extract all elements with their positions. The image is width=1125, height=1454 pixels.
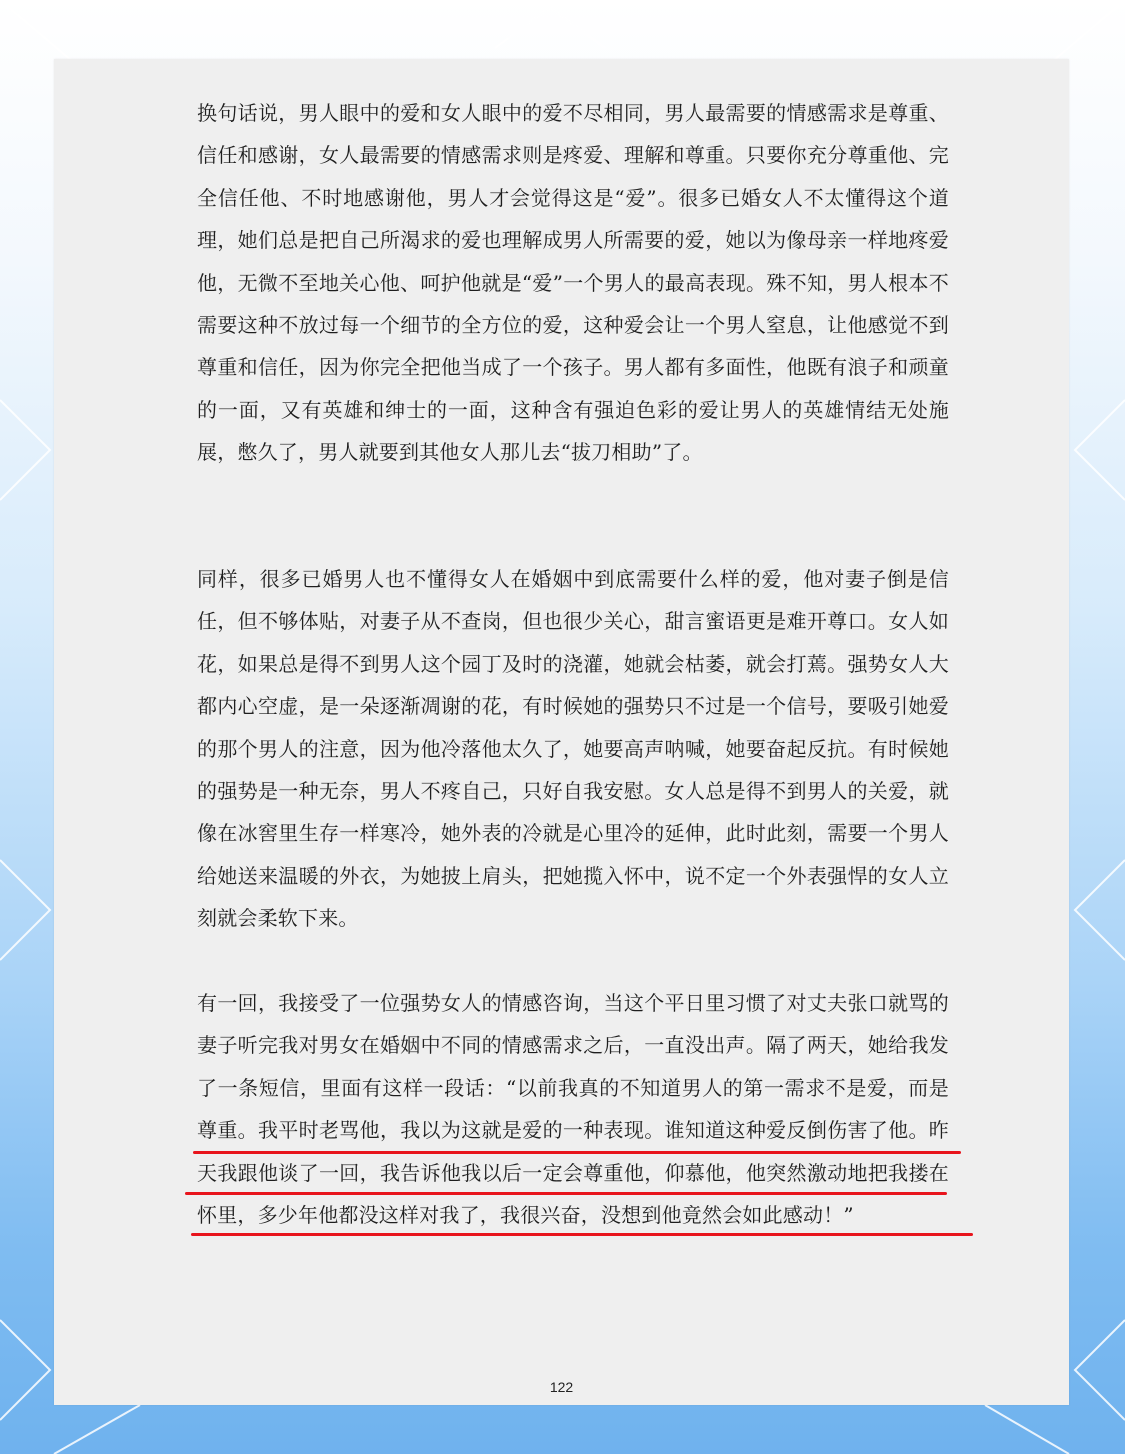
highlight-underline-3	[191, 1233, 973, 1236]
highlight-underline-2	[185, 1192, 947, 1195]
paragraph-3: 有一回，我接受了一位强势女人的情感咨询，当这个平日里习惯了对丈夫张口就骂的妻子听完我对男女在婚姻中不同的情感需求之后，一直没出声。隔了两天，她给我发了一条短信，里面有这样一段话：“以前我真的不知道男人的第一需求不是爱，而是尊重。我平时老骂他，我以为这就是爱的一种表现。谁知道这种爱反倒伤害了他。昨天我跟他谈了一回，我告诉他我以后一定会尊重他，仰慕他，他突然激动地把我搂在怀里，多少年他都没这样对我了，我很兴奋，没想到他竟然会如此感动！”	[197, 991, 949, 1228]
page-number: 122	[549, 1379, 574, 1395]
paragraph-1: 换句话说，男人眼中的爱和女人眼中的爱不尽相同，男人最需要的情感需求是尊重、信任和感谢，女人最需要的情感需求则是疼爱、理解和尊重。只要你充分尊重他、完全信任他、不时地感谢他，男人才会觉得这是“爱”。很多已婚女人不太懂得这个道理，她们总是把自己所渴求的爱也理解成男人所需要的爱，她以为像母亲一样地疼爱他，无微不至地关心他、呵护他就是“爱”一个男人的最高表现。殊不知，男人根本不需要这种不放过每一个细节的全方位的爱，这种爱会让一个男人窒息，让他感觉不到尊重和信任，因为你完全把他当成了一个孩子。男人都有多面性，他既有浪子和顽童的一面，又有英雄和绅士的一面，这种含有强迫色彩的爱让男人的英雄情结无处施展，憋久了，男人就要到其他女人那儿去“拔刀相助”了。	[197, 101, 949, 465]
paragraph-2: 同样，很多已婚男人也不懂得女人在婚姻中到底需要什么样的爱，他对妻子倒是信任，但不够体贴，对妻子从不查岗，但也很少关心，甜言蜜语更是难开尊口。女人如花，如果总是得不到男人这个园丁及时的浇灌，她就会枯萎，就会打蔫。强势女人大都内心空虚，是一朵逐渐凋谢的花，有时候她的强势只不过是一个信号，要吸引她爱的那个男人的注意，因为他冷落他太久了，她要高声呐喊，她要奋起反抗。有时候她的强势是一种无奈，男人不疼自己，只好自我安慰。女人总是得不到男人的关爱，就像在冰窖里生存一样寒冷，她外表的冷就是心里冷的延伸，此时此刻，需要一个男人给她送来温暖的外衣，为她披上肩头，把她揽入怀中，说不定一个外表强悍的女人立刻就会柔软下来。	[197, 567, 949, 931]
highlight-underline-1	[193, 1151, 961, 1154]
document-page	[54, 59, 1069, 1405]
